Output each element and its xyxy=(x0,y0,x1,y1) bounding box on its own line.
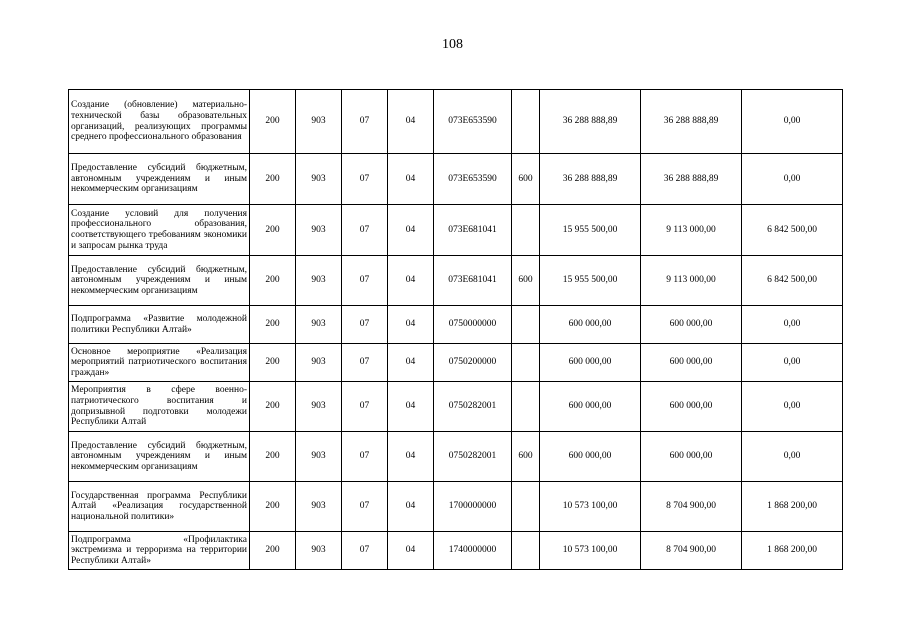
cell-target: 0750200000 xyxy=(434,344,512,382)
cell-code: 903 xyxy=(296,482,342,532)
table-row xyxy=(69,205,843,256)
cell-admin: 200 xyxy=(250,432,296,482)
cell-sum2: 8 704 900,00 xyxy=(641,482,742,532)
table-row xyxy=(69,532,843,570)
cell-section: 07 xyxy=(342,256,388,306)
cell-section: 07 xyxy=(342,432,388,482)
cell-code: 903 xyxy=(296,382,342,432)
cell-subsection: 04 xyxy=(388,154,434,205)
table-row xyxy=(69,154,843,205)
cell-target: 1740000000 xyxy=(434,532,512,570)
cell-target: 0750282001 xyxy=(434,382,512,432)
cell-code: 903 xyxy=(296,532,342,570)
cell-target: 1700000000 xyxy=(434,482,512,532)
cell-type: 600 xyxy=(512,432,540,482)
cell-target: 0750000000 xyxy=(434,306,512,344)
cell-name: Создание условий для получения профессионального образования, соответствующего требованиям экономики и запросам рынка труда xyxy=(69,205,250,256)
cell-type xyxy=(512,482,540,532)
cell-subsection: 04 xyxy=(388,90,434,154)
cell-sum3: 0,00 xyxy=(742,90,843,154)
cell-name: Основное мероприятие «Реализация мероприятий патриотического воспитания граждан» xyxy=(69,344,250,382)
cell-sum3: 0,00 xyxy=(742,306,843,344)
cell-name: Подпрограмма «Профилактика экстремизма и терроризма на территории Республики Алтай» xyxy=(69,532,250,570)
cell-name: Предоставление субсидий бюджетным, автономным учреждениям и иным некоммерческим организациям xyxy=(69,154,250,205)
cell-sum2: 9 113 000,00 xyxy=(641,256,742,306)
cell-code: 903 xyxy=(296,306,342,344)
budget-table xyxy=(68,89,843,570)
table-row xyxy=(69,344,843,382)
cell-sum1: 600 000,00 xyxy=(540,306,641,344)
cell-type: 600 xyxy=(512,154,540,205)
cell-section: 07 xyxy=(342,90,388,154)
cell-sum3: 0,00 xyxy=(742,382,843,432)
cell-subsection: 04 xyxy=(388,205,434,256)
cell-sum2: 600 000,00 xyxy=(641,382,742,432)
cell-section: 07 xyxy=(342,205,388,256)
cell-admin: 200 xyxy=(250,154,296,205)
cell-type xyxy=(512,205,540,256)
cell-name: Предоставление субсидий бюджетным, автономным учреждениям и иным некоммерческим организациям xyxy=(69,256,250,306)
cell-code: 903 xyxy=(296,432,342,482)
cell-admin: 200 xyxy=(250,256,296,306)
cell-sum2: 36 288 888,89 xyxy=(641,154,742,205)
table-row xyxy=(69,306,843,344)
table-row xyxy=(69,90,843,154)
cell-sum2: 9 113 000,00 xyxy=(641,205,742,256)
cell-code: 903 xyxy=(296,256,342,306)
table-row xyxy=(69,482,843,532)
cell-name: Подпрограмма «Развитие молодежной политики Республики Алтай» xyxy=(69,306,250,344)
cell-type xyxy=(512,344,540,382)
cell-sum1: 600 000,00 xyxy=(540,382,641,432)
cell-sum2: 8 704 900,00 xyxy=(641,532,742,570)
cell-sum2: 36 288 888,89 xyxy=(641,90,742,154)
cell-type xyxy=(512,382,540,432)
cell-admin: 200 xyxy=(250,382,296,432)
cell-code: 903 xyxy=(296,154,342,205)
cell-sum1: 600 000,00 xyxy=(540,432,641,482)
cell-admin: 200 xyxy=(250,90,296,154)
cell-sum2: 600 000,00 xyxy=(641,344,742,382)
cell-admin: 200 xyxy=(250,532,296,570)
cell-sum3: 6 842 500,00 xyxy=(742,256,843,306)
cell-section: 07 xyxy=(342,344,388,382)
cell-sum3: 0,00 xyxy=(742,432,843,482)
cell-subsection: 04 xyxy=(388,432,434,482)
cell-subsection: 04 xyxy=(388,306,434,344)
cell-sum3: 1 868 200,00 xyxy=(742,532,843,570)
cell-code: 903 xyxy=(296,90,342,154)
cell-admin: 200 xyxy=(250,344,296,382)
cell-sum1: 15 955 500,00 xyxy=(540,256,641,306)
table-row xyxy=(69,432,843,482)
cell-section: 07 xyxy=(342,306,388,344)
cell-subsection: 04 xyxy=(388,256,434,306)
cell-sum1: 600 000,00 xyxy=(540,344,641,382)
cell-sum1: 36 288 888,89 xyxy=(540,154,641,205)
cell-subsection: 04 xyxy=(388,382,434,432)
cell-sum3: 6 842 500,00 xyxy=(742,205,843,256)
cell-section: 07 xyxy=(342,154,388,205)
cell-target: 073E681041 xyxy=(434,205,512,256)
cell-name: Создание (обновление) материально-технической базы образовательных организаций, реализующих программы среднего профессионального образования xyxy=(69,90,250,154)
cell-sum2: 600 000,00 xyxy=(641,306,742,344)
cell-target: 073E681041 xyxy=(434,256,512,306)
table-row xyxy=(69,256,843,306)
cell-type xyxy=(512,90,540,154)
cell-name: Мероприятия в сфере военно-патриотического воспитания и допризывной подготовки молодежи Республики Алтай xyxy=(69,382,250,432)
cell-type: 600 xyxy=(512,256,540,306)
cell-admin: 200 xyxy=(250,205,296,256)
cell-sum3: 1 868 200,00 xyxy=(742,482,843,532)
cell-subsection: 04 xyxy=(388,344,434,382)
cell-sum2: 600 000,00 xyxy=(641,432,742,482)
table-row xyxy=(69,382,843,432)
cell-sum1: 10 573 100,00 xyxy=(540,532,641,570)
page-number: 108 xyxy=(442,37,463,52)
cell-section: 07 xyxy=(342,382,388,432)
cell-sum3: 0,00 xyxy=(742,154,843,205)
cell-code: 903 xyxy=(296,344,342,382)
cell-type xyxy=(512,306,540,344)
cell-target: 073E653590 xyxy=(434,90,512,154)
cell-code: 903 xyxy=(296,205,342,256)
cell-sum1: 10 573 100,00 xyxy=(540,482,641,532)
cell-section: 07 xyxy=(342,482,388,532)
cell-name: Предоставление субсидий бюджетным, автономным учреждениям и иным некоммерческим организациям xyxy=(69,432,250,482)
cell-subsection: 04 xyxy=(388,532,434,570)
cell-admin: 200 xyxy=(250,482,296,532)
cell-subsection: 04 xyxy=(388,482,434,532)
cell-name: Государственная программа Республики Алтай «Реализация государственной национальной политики» xyxy=(69,482,250,532)
cell-sum3: 0,00 xyxy=(742,344,843,382)
cell-sum1: 36 288 888,89 xyxy=(540,90,641,154)
cell-target: 073E653590 xyxy=(434,154,512,205)
cell-type xyxy=(512,532,540,570)
cell-section: 07 xyxy=(342,532,388,570)
cell-admin: 200 xyxy=(250,306,296,344)
cell-target: 0750282001 xyxy=(434,432,512,482)
cell-sum1: 15 955 500,00 xyxy=(540,205,641,256)
